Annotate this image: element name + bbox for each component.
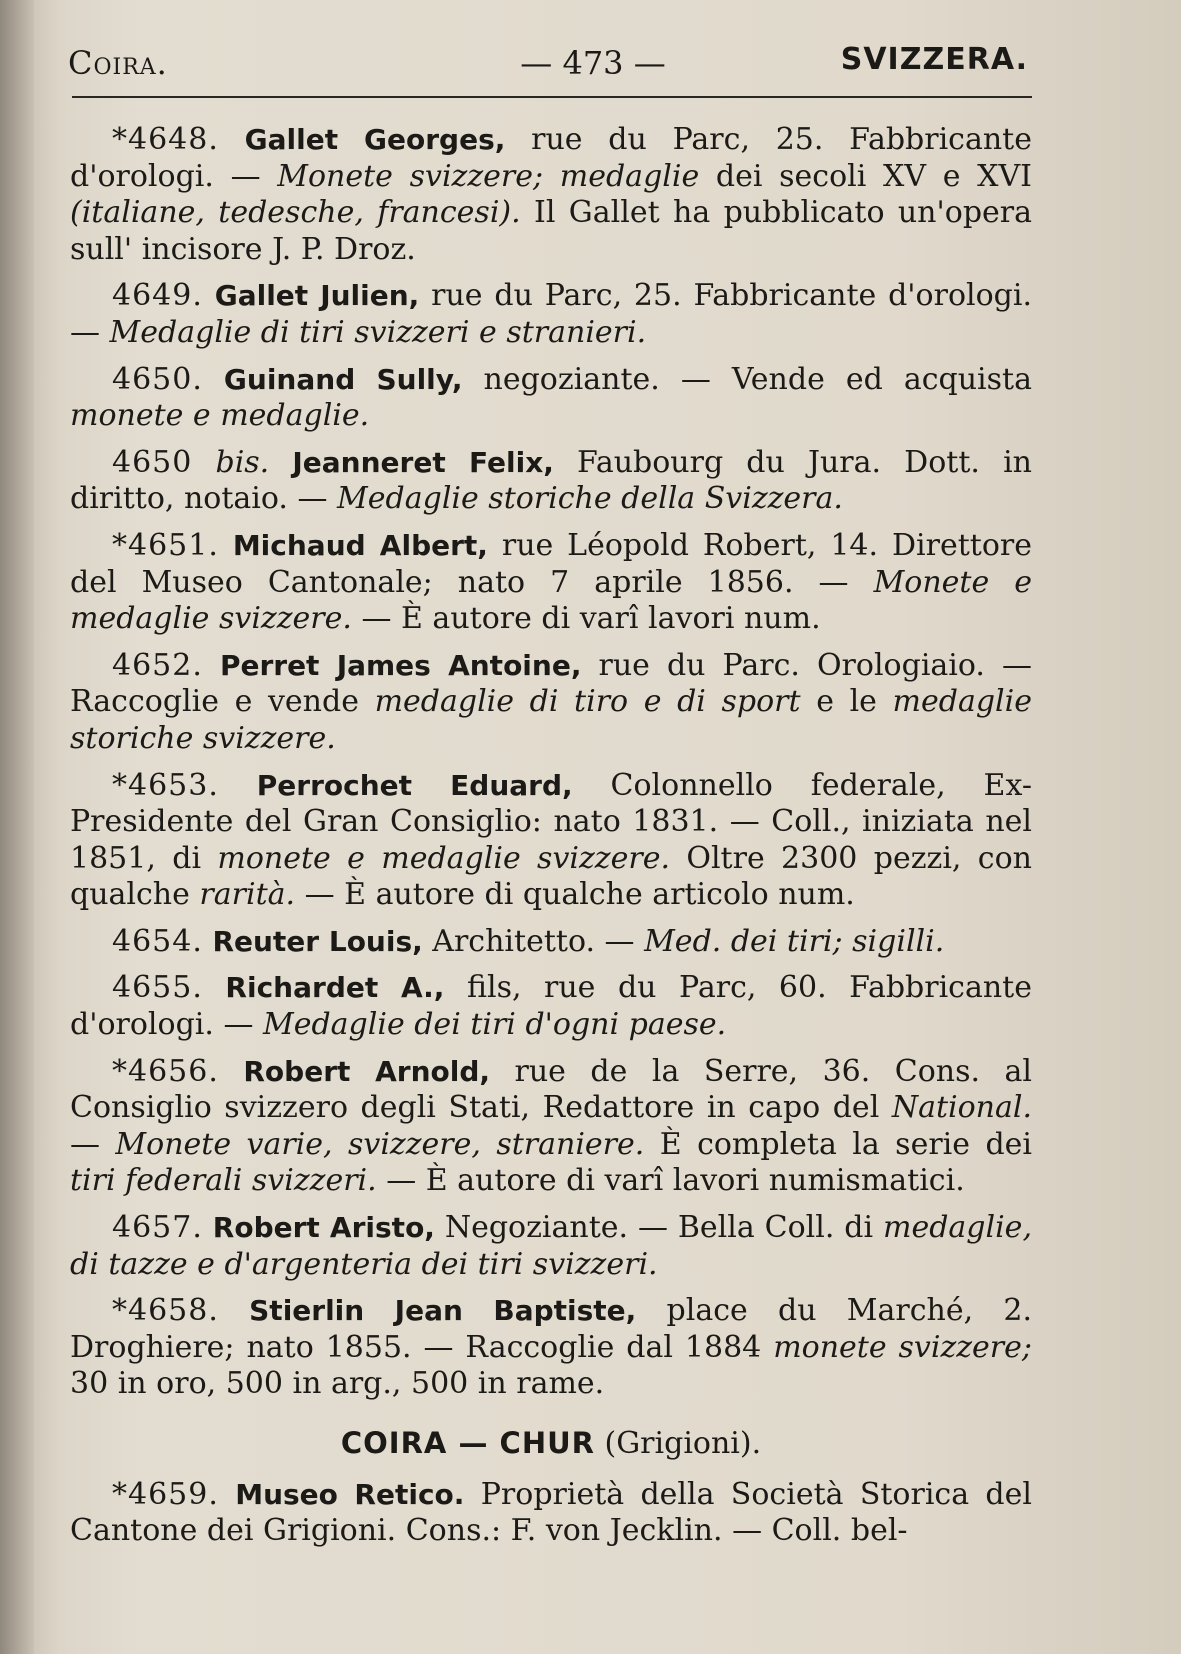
entry: 4655. Richardet A., fils, rue du Parc, 60. Fabbricante d'orologi. — Medaglie dei tiri d'ogni paese. xyxy=(70,970,1032,1043)
entry: 4654. Reuter Louis, Architetto. — Med. dei tiri; sigilli. xyxy=(112,923,945,959)
entry: *4659. Museo Retico. Proprietà della Società Storica del Cantone dei Grigioni. Cons.: F. von Jecklin. — Coll. bel- xyxy=(70,1476,1032,1549)
entry: *4656. Robert Arnold, rue de la Serre, 36. Cons. al Consiglio svizzero degli Stati, Redattore in capo del National. — Monete varie, svizzere, straniere. È completa la serie dei tiri federali svizzeri. — È autore di varî lavori numismatici. xyxy=(70,1053,1032,1199)
entry: 4650. Guinand Sully, negoziante. — Vende ed acquista monete e medaglie. xyxy=(70,361,1032,434)
entry: 4649. Gallet Julien, rue du Parc, 25. Fabbricante d'orologi. — Medaglie di tiri svizzeri e stranieri. xyxy=(70,278,1032,350)
header-rule xyxy=(72,96,1032,98)
running-header xyxy=(68,40,1028,88)
header-city: Coira. xyxy=(68,44,168,82)
entry: 4652. Perret James Antoine, rue du Parc. Orologiaio. — Raccoglie e vende medaglie di tiro e di sport e le medaglie storiche svizzere. xyxy=(70,647,1032,756)
page-number: — 473 — xyxy=(520,44,666,82)
header-country: SVIZZERA. xyxy=(840,42,1028,77)
entries-text xyxy=(70,122,1032,1560)
entry: 4650 bis. Jeanneret Felix, Faubourg du Jura. Dott. in diritto, notaio. — Medaglie storiche della Svizzera. xyxy=(70,444,1032,517)
section-heading: COIRA — CHUR (Grigioni). xyxy=(340,1426,762,1461)
entry: *4651. Michaud Albert, rue Léopold Robert, 14. Direttore del Museo Cantonale; nato 7 aprile 1856. — Monete e medaglie svizzere. — È autore di varî lavori num. xyxy=(70,527,1032,637)
entry: *4658. Stierlin Jean Baptiste, place du Marché, 2. Droghiere; nato 1855. — Raccoglie dal 1884 monete svizzere; 30 in oro, 500 in arg., 500 in rame. xyxy=(70,1293,1033,1402)
entry: *4653. Perrochet Eduard, Colonnello federale, Ex-Presidente del Gran Consiglio: nato 1831. — Coll., iniziata nel 1851, di monete e medaglie svizzere. Oltre 2300 pezzi, con qualche rarità. — È autore di qualche articolo num. xyxy=(70,767,1032,913)
entry: *4648. Gallet Georges, rue du Parc, 25. Fabbricante d'orologi. — Monete svizzere; medaglie dei secoli XV e XVI (italiane, tedesche, francesi). Il Gallet ha pubblicato un'opera sull' incisore J. P. Droz. xyxy=(70,122,1033,267)
entry: 4657. Robert Aristo, Negoziante. — Bella Coll. di medaglie, di tazze e d'argenteria dei tiri svizzeri. xyxy=(70,1210,1032,1282)
page-gutter xyxy=(0,0,34,1654)
